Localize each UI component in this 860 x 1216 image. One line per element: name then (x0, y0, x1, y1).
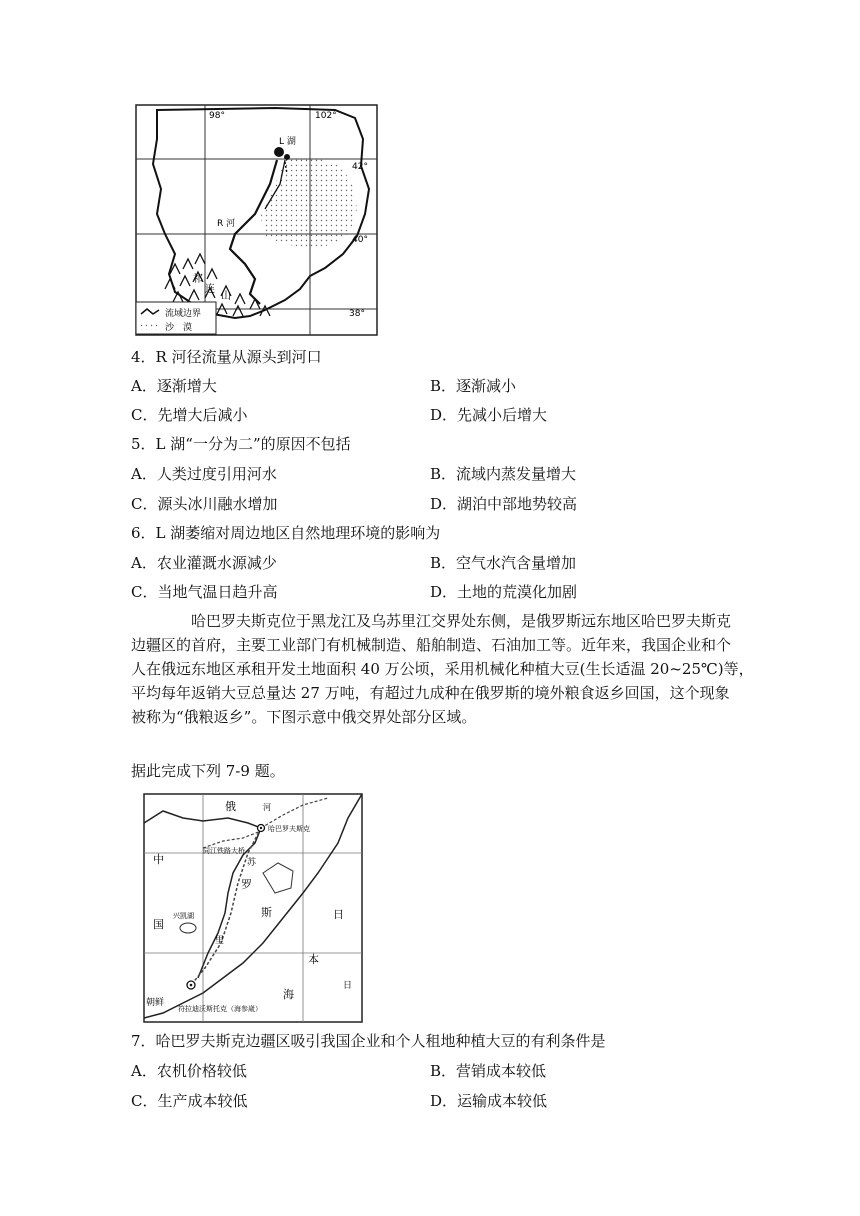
label-japan-small: 日 (343, 981, 353, 991)
legend-desert: 沙 漠 (165, 323, 193, 333)
china-russia-border-map (143, 793, 363, 1023)
q7-option-b[interactable]: B．营销成本较低 (430, 1062, 547, 1080)
q7-option-d[interactable]: D．运输成本较低 (430, 1092, 548, 1110)
q5-option-c[interactable]: C．源头冰川融水增加 (131, 495, 278, 513)
passage-line-5: 被称为“俄粮返乡”。下图示意中俄交界处部分区域。 (131, 708, 477, 726)
question-6-stem: 6．L 湖萎缩对周边地区自然地理环境的影响为 (131, 524, 441, 542)
river-label: R 河 (217, 219, 236, 229)
label-japan-2: 本 (308, 953, 319, 966)
q5-option-b[interactable]: B．流域内蒸发量增大 (430, 465, 577, 483)
lake-label: L 湖 (279, 137, 296, 147)
question-4-stem: 4．R 河径流量从源头到河口 (131, 348, 322, 366)
passage (131, 611, 754, 731)
question-7-stem: 7．哈巴罗夫斯克边疆区吸引我国企业和个人租地种植大豆的有利条件是 (131, 1032, 606, 1050)
passage-line-4: 平均每年返销大豆总量达 27 万吨，有超过九成种在俄罗斯的境外粮食返乡回国，这个现象 (131, 684, 730, 702)
passage-line-2: 边疆区的首府，主要工业部门有机械制造、船舶制造、石油加工等。近年来，我国企业和个 (131, 636, 732, 654)
river-basin-map (135, 104, 378, 336)
lat-label-38: 38° (349, 309, 365, 319)
passage-line-3: 人在俄远东地区承租开发土地面积 40 万公顷，采用机械化种植大豆(生长适温 20~25℃)等， (131, 660, 754, 678)
label-china-2: 国 (153, 918, 164, 931)
label-korea: 朝鲜 (146, 998, 165, 1008)
label-sea: 海 (283, 988, 294, 1001)
q5-option-d[interactable]: D．湖泊中部地势较高 (430, 495, 578, 513)
lon-label-98: 98° (209, 111, 225, 121)
q4-option-d[interactable]: D．先减小后增大 (430, 406, 548, 424)
label-russia-1: 俄 (225, 800, 236, 813)
label-china-1: 中 (153, 853, 164, 866)
mountain-label-2: 连 (205, 284, 215, 295)
label-japan-1: 日 (333, 908, 344, 921)
legend-boundary: 流域边界 (165, 309, 202, 319)
lon-label-102: 102° (315, 111, 337, 121)
lat-label-42: 42° (352, 162, 368, 172)
label-vladivostok: 符拉迪沃斯托克（海参崴） (178, 1005, 262, 1013)
q7-option-a[interactable]: A．农机价格较低 (131, 1062, 247, 1080)
q4-option-c[interactable]: C．先增大后减小 (131, 406, 248, 424)
q4-option-b[interactable]: B．逐渐减小 (430, 377, 517, 395)
passage-instruction: 据此完成下列 7-9 题。 (131, 762, 285, 780)
label-river: 河 (263, 803, 271, 812)
question-5-stem: 5．L 湖“一分为二”的原因不包括 (131, 435, 351, 453)
label-jiang-2: 里 (215, 936, 225, 946)
q5-option-a[interactable]: A．人类过度引用河水 (131, 465, 277, 483)
label-russia-3: 斯 (261, 906, 272, 919)
q6-option-b[interactable]: B．空气水汽含量增加 (430, 554, 577, 572)
q6-option-c[interactable]: C．当地气温日趋升高 (131, 583, 278, 601)
label-jiang-1: 苏 (247, 858, 257, 868)
label-khabarovsk: 哈巴罗夫斯克 (268, 825, 310, 833)
q4-option-a[interactable]: A．逐渐增大 (131, 377, 217, 395)
label-russia-2: 罗 (241, 878, 252, 891)
label-bridge: 同江铁路大桥 (203, 847, 245, 855)
mountain-label-1: 祁 (193, 274, 203, 285)
map1-legend (136, 302, 216, 334)
label-lake: 兴凯湖 (173, 912, 194, 920)
mountain-label-3: 山 (221, 291, 231, 302)
q6-option-a[interactable]: A．农业灌溉水源减少 (131, 554, 277, 572)
lat-label-40: 40° (352, 235, 368, 245)
q6-option-d[interactable]: D．土地的荒漠化加剧 (430, 583, 578, 601)
passage-line-1: 哈巴罗夫斯克位于黑龙江及乌苏里江交界处东侧，是俄罗斯远东地区哈巴罗夫斯克 (191, 612, 732, 630)
q7-option-c[interactable]: C．生产成本较低 (131, 1092, 248, 1110)
